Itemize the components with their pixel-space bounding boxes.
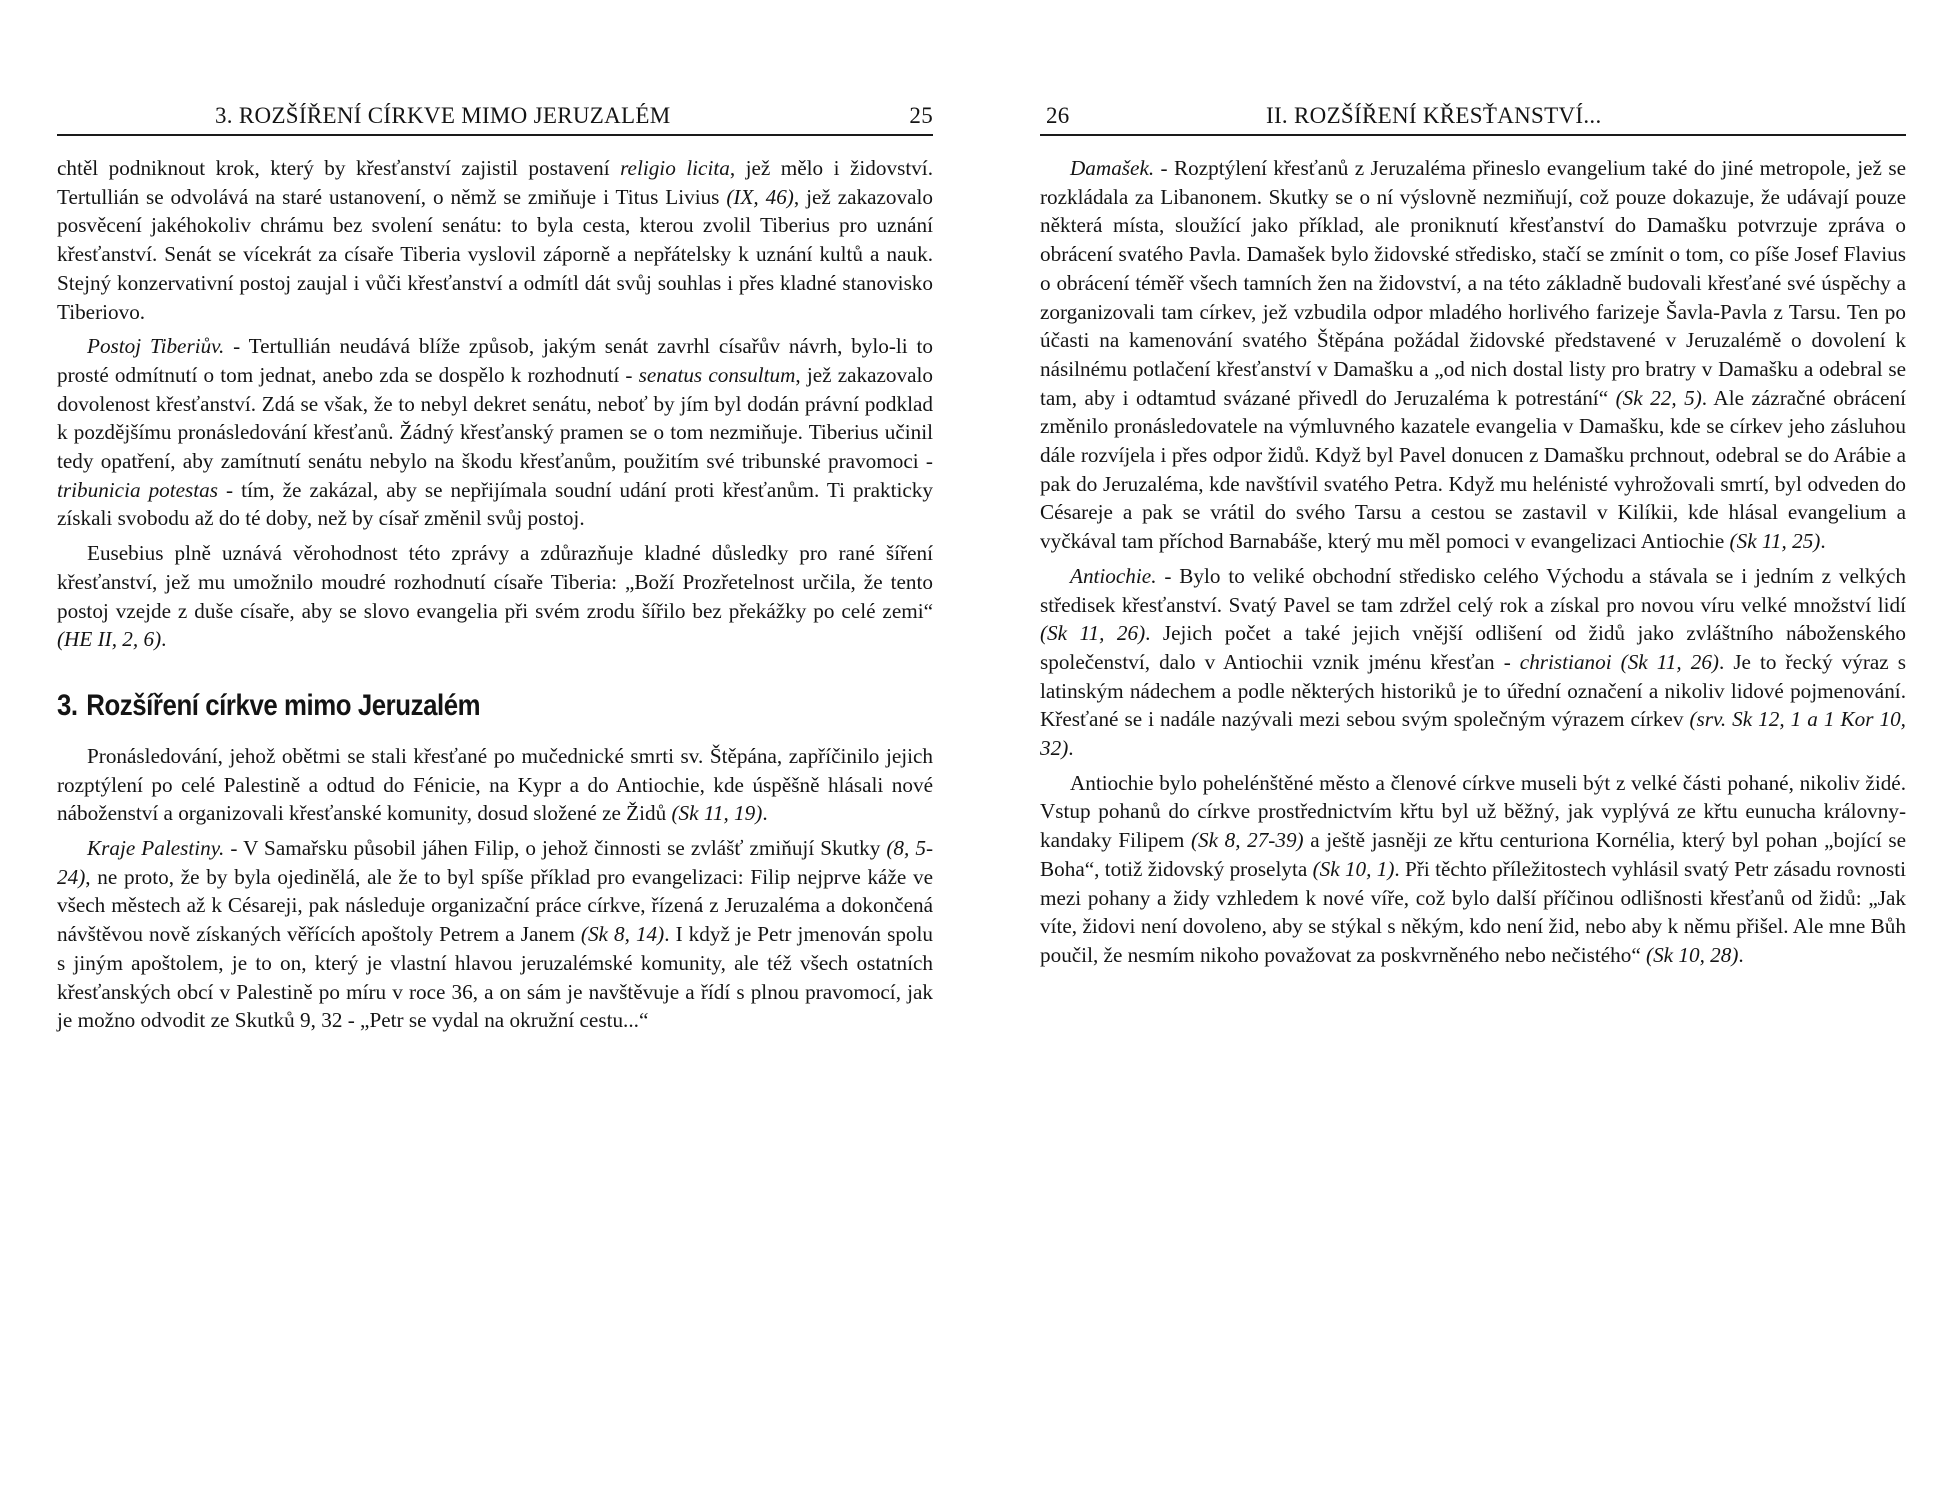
text-run: , jež zakazovalo posvěcení jakéhokoliv chrámu bez svolení senátu: to byla cesta, kterou zvolil Tiberius pro uznání křesťanství. Senát se vícekrát za císaře Tiberia vyslovil záporně a nepřátelsky k uznání kultů a nauk. Stejný konzervativní postoj zaujal i vůči křesťanství a odmítl dát svůj souhlas i přes kladné stanovisko Tiberiovo. <box>57 184 934 324</box>
text-run: a ještě jasněji ze křtu centuriona Kornélia, který byl pohan „bojící se Boha“, totiž židovský proselyta <box>1040 828 1906 881</box>
right-running-head-title: II. ROZŠÍŘENÍ KŘESŤANSTVÍ... <box>1266 103 1602 128</box>
citation: (IX, 46) <box>726 184 794 209</box>
right-running-head <box>1040 98 1906 136</box>
text-run: Antiochie bylo pohelénštěné město a členové církve museli být z velké části pohané, nikoliv židé. Vstup pohanů do církve prostřednictvím křtu byl už běžný, jak vyplývá ze křtu eunucha královny-kandaky Filipem <box>1040 770 1906 853</box>
text-run: chtěl podniknout krok, který by křesťanství zajistil postavení <box>57 156 621 180</box>
paragraph-lead: Kraje Palestiny. <box>87 836 225 861</box>
citation: (Sk 10, 28) <box>1646 942 1739 967</box>
citation: (HE II, 2, 6) <box>57 627 162 652</box>
left-running-head-title: 3. ROZŠÍŘENÍ CÍRKVE MIMO JERUZALÉM <box>215 103 671 128</box>
left-page-number: 25 <box>909 103 933 128</box>
text-run: , jež zakazovalo dovolenost křesťanství. Zdá se však, že to nebyl dekret senátu, neboť by jím byl dodán právní podklad k pozdějšímu pronásledování křesťanů. Žádný křesťanský pramen se o tom nezmiňuje. Tiberius učinil tedy opatření, aby zamítnutí senátu nebylo na škodu křesťanům, použitím své tribunské pravomoci - <box>57 362 933 474</box>
right-page-number: 26 <box>1046 103 1070 128</box>
italic-run: christianoi (Sk 11, 26) <box>1519 649 1719 674</box>
paragraph-lead: Postoj Tiberiův. <box>87 334 225 359</box>
left-page <box>57 98 933 1041</box>
italic-run: senatus consultum <box>638 362 796 387</box>
citation: (srv. Sk 12, 1 a 1 Kor 10, 32) <box>1040 707 1906 761</box>
text-run: Pronásledování, jehož obětmi se stali křesťané po mučednické smrti sv. Štěpána, zapříčinilo jejich rozptýlení po celé Palestině a odtud do Fénicie, na Kypr a do Antiochie, kde úspěšně hlásali nové náboženství a organizovali křesťanské komunity, dosud složené ze Židů <box>57 743 933 826</box>
right-paragraph-2 <box>1040 562 1906 763</box>
text-run: , jež mělo i židovství. Tertullián se odvolává na staré ustanovení, o němž se zmiňuje i Titus Livius <box>57 156 933 209</box>
text-run: - Tertullián neudává blíže způsob, jakým senát zavrhl císařův návrh, bylo-li to prosté odmítnutí o tom jednat, anebo zda se dospělo k rozhodnutí - <box>57 334 933 387</box>
left-paragraph-3 <box>57 539 933 654</box>
citation: (Sk 8, 27-39) <box>1190 828 1304 853</box>
text-run: . Při těchto příležitostech vyhlásil svatý Petr zásadu rovnosti mezi pohany a židy vzhledem k nové víře, což bylo další příčinou odlišnosti křesťanů od židů: „Jak víte, židovi není dovoleno, aby se stýkal s někým, kdo není žid, nebo aby k němu přišel. Ale mne Bůh poučil, že nesmím nikoho považovat za poskvrněného nebo nečistého“ <box>1040 856 1906 967</box>
citation: (Sk 11, 19) <box>671 801 763 826</box>
text-run: . <box>762 801 768 826</box>
text-run: . <box>161 627 167 652</box>
italic-run: tribunicia potestas <box>57 477 219 502</box>
left-paragraph-2 <box>57 332 933 533</box>
left-paragraph-1 <box>57 154 933 326</box>
right-paragraph-3 <box>1040 769 1906 970</box>
left-body-text <box>57 154 933 1035</box>
citation: (Sk 11, 26) <box>1040 621 1146 646</box>
text-run: - Bylo to veliké obchodní středisko celého Východu a stávala se i jedním z velkých středisek křesťanství. Svatý Pavel se tam zdržel celý rok a získal pro novou víru velké množství lidí <box>1040 563 1906 617</box>
paragraph-lead: Damašek. <box>1070 156 1155 180</box>
citation: (Sk 10, 1) <box>1312 856 1395 881</box>
text-run: - Rozptýlení křesťanů z Jeruzaléma přineslo evangelium také do jiné metropole, jež se rozkládala za Libanonem. Skutky se o ní výslovně nezmiňují, což pouze dokazuje, že udávají pouze některá místa, sloužící jako příklad, ale proniknutí křesťanství do Damašku potvrzuje zpráva o obrácení svatého Pavla. Damašek bylo židovské středisko, stačí se zmínit o tom, co píše Josef Flavius o obrácení téměř všech tamních žen na židovství, a na této základně budovali křesťané své úspěchy a zorganizovali tam církev, jež vzbudila odpor mladého horlivého farizeje Šavla-Pavla z Tarsu. Ten po účasti na kamenování svatého Štěpána požádal židovské představené v Jeruzalémě o dovolení k násilnému potlačení křesťanství v Damašku a „od nich dostal listy pro bratry v Damašku a odebral se tam, aby i odtamtud svázané přivedl do Jeruzaléma k potrestání“ <box>1040 156 1906 410</box>
text-run: , ne proto, že by byla ojedinělá, ale že to byl spíše příklad pro evangelizaci: Filip nejprve káže ve všech městech až k Césareji, pak následuje organizační práce církve, řízená z Jeruzaléma a dokončená návštěvou nově získaných věřících apoštoly Petrem a Janem <box>57 864 933 947</box>
left-section-paragraph-1 <box>57 742 933 828</box>
left-running-head <box>57 98 933 136</box>
text-run: . <box>1820 529 1826 554</box>
section-title: Rozšíření církve mimo Jeruzalém <box>86 688 481 722</box>
citation: (Sk 22, 5) <box>1615 385 1702 410</box>
text-run: Eusebius plně uznává věrohodnost této zprávy a zdůrazňuje kladné důsledky pro rané šíření křesťanství, jež mu umožnilo moudré rozhodnutí císaře Tiberia: „Boží Prozřetelnost určila, že tento postoj vzejde z duše císaře, aby se slovo evangelia při svém zrodu šířilo bez překážky po celé zemi“ <box>57 541 933 623</box>
section-number: 3. <box>57 688 78 722</box>
text-run: . Jejich počet a také jejich vnější odlišení od židů jako zvláštního náboženského společenství, dalo v Antiochii vznik jménu křesťan - <box>1040 621 1906 674</box>
text-run: . Ale zázračné obrácení změnilo pronásledovatele na výmluvného kazatele evangelia v Damašku, kde se církev jeho zásluhou dále rozvíjela i přes odpor židů. Když byl Pavel donucen z Damašku prchnout, odebral se do Arábie a pak do Jeruzaléma, kde navštívil svatého Petra. Když mu helénisté vyhrožovali smrtí, byl odveden do Césareje a pak se vrátil do svého Tarsu a cestou se zastavil v Kilíkii, kde hlásal evangelium a vyčkával tam příchod Barnabáše, který mu měl pomoci v evangelizaci Antiochie <box>1040 385 1907 554</box>
citation: (Sk 8, 14) <box>580 922 665 947</box>
text-run: . Je to řecký výraz s latinským nádechem a podle některých historiků je to úřední označení a nikoliv lidové pojmenování. Křesťané se i nadále nazývali mezi sebou svým společným výrazem církev <box>1040 649 1906 732</box>
text-run: . <box>1738 942 1744 967</box>
text-run: - V Samařsku působil jáhen Filip, o jehož činnosti se zvlášť zmiňují Skutky <box>224 836 887 861</box>
right-body-text <box>1040 154 1906 970</box>
text-run: . I když je Petr jmenován spolu s jiným apoštolem, je to on, který je vlastní hlavou jeruzalémské komunity, ale též všech ostatních křesťanských obcí v Palestině po míru v roce 36, a on sám je navštěvuje a řídí s plnou pravomocí, jak je možno odvodit ze Skutků 9, 32 - „Petr se vydal na okružní cestu...“ <box>57 922 933 1033</box>
text-run: . <box>1068 736 1074 761</box>
right-paragraph-1 <box>1040 154 1906 556</box>
text-run: - tím, že zakázal, aby se nepřijímala soudní udání proti křesťanům. Ti prakticky získali svobodu až do té doby, než by císař změnil svůj postoj. <box>57 477 933 531</box>
citation: (Sk 11, 25) <box>1729 529 1821 554</box>
paragraph-lead: Antiochie. <box>1070 563 1157 588</box>
section-heading <box>57 688 810 724</box>
citation: (8, 5-24) <box>57 836 934 889</box>
right-page <box>1040 98 1906 976</box>
left-section-paragraph-2 <box>57 834 933 1035</box>
italic-run: religio licita <box>620 156 730 180</box>
